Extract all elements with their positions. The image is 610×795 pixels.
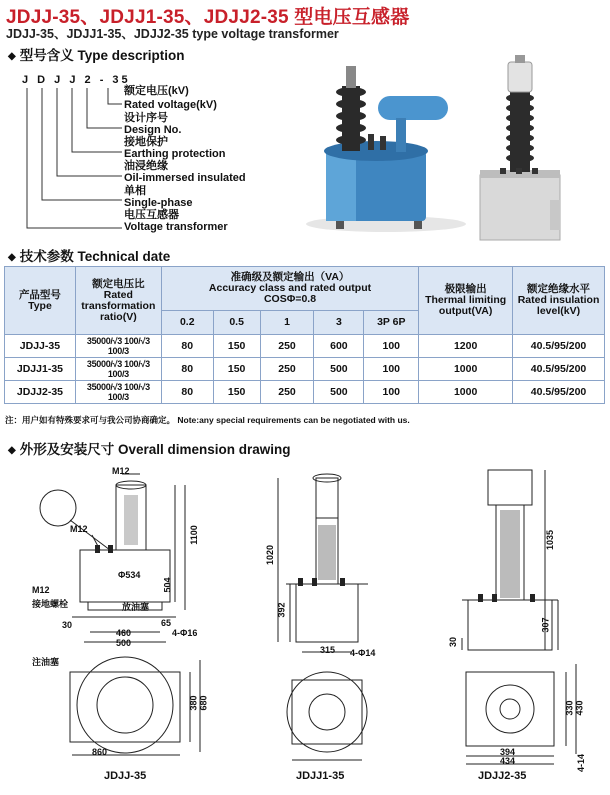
diamond-icon: ◆ — [8, 51, 16, 62]
desc-earthing-cn: 接地保护 — [124, 136, 168, 148]
desc-design-cn: 设计序号 — [124, 112, 168, 124]
page-subtitle: JDJJ-35、JDJJ1-35、JDJJ2-35 type voltage transformer — [6, 27, 339, 41]
desc-vt-cn: 电压互感器 — [124, 209, 179, 221]
cell-value: 80 — [161, 358, 213, 381]
desc-earthing-en: Earthing protection — [124, 148, 226, 160]
cell-thermal: 1000 — [419, 381, 513, 404]
desc-rated-voltage-cn: 额定电压(kV) — [124, 85, 189, 97]
th-class-05: 0.5 — [213, 311, 260, 335]
cell-value: 150 — [213, 335, 260, 358]
diamond-icon: ◆ — [8, 445, 16, 456]
cell-value: 100 — [364, 381, 419, 404]
cell-value: 150 — [213, 358, 260, 381]
dim-hole-3: 4-14 — [576, 753, 587, 773]
cell-value: 100 — [364, 358, 419, 381]
desc-oil-cn: 油浸绝缘 — [124, 160, 168, 172]
cell-value: 250 — [260, 381, 314, 404]
dim-500: 500 — [116, 638, 132, 648]
cell-ratio: 35000/√3 100/√3 100/3 — [75, 381, 161, 404]
th-class-1: 1 — [260, 311, 314, 335]
type-code: J D J J 2 - 35 — [22, 74, 131, 86]
dim-434: 434 — [500, 756, 516, 766]
dim-380: 380 — [188, 695, 199, 711]
label-drain-plug: 放油塞 — [122, 602, 150, 612]
dim-m12b: M12 — [32, 585, 50, 595]
dim-430: 430 — [574, 700, 585, 716]
dim-65: 65 — [161, 618, 172, 628]
page-title: JDJJ-35、JDJJ1-35、JDJJ2-35 型电压互感器 — [6, 7, 410, 28]
th-thermal: 极限输出 Thermal limiting output(VA) — [419, 267, 513, 335]
desc-vt-en: Voltage transformer — [124, 221, 228, 233]
type-desc-heading-text: 型号含义 Type description — [19, 48, 185, 63]
cell-value: 100 — [364, 335, 419, 358]
dim-hole-2: 4-Φ14 — [350, 648, 376, 658]
dim-394: 394 — [500, 747, 516, 757]
th-class-02: 0.2 — [161, 311, 213, 335]
cell-type: JDJJ1-35 — [5, 358, 76, 381]
dim-30b: 30 — [448, 636, 459, 648]
dim-392: 392 — [276, 602, 287, 618]
cell-ratio: 35000/√3 100/√3 100/3 — [75, 358, 161, 381]
dim-m12-top: M12 — [112, 466, 130, 476]
dim-1020: 1020 — [265, 544, 276, 566]
desc-design-en: Design No. — [124, 124, 182, 136]
caption-jdjj1-35: JDJJ1-35 — [296, 770, 345, 782]
desc-rated-voltage-en: Rated voltage(kV) — [124, 99, 217, 111]
cell-thermal: 1000 — [419, 358, 513, 381]
dim-hole-1: 4-Φ16 — [172, 628, 198, 638]
cell-value: 80 — [161, 381, 213, 404]
label-fill-plug: 注油塞 — [32, 657, 60, 667]
label-ground-bolt: 接地螺栓 — [32, 599, 69, 609]
dim-330: 330 — [564, 700, 575, 716]
dim-504: 504 — [162, 577, 173, 593]
diamond-icon: ◆ — [8, 252, 16, 263]
dim-phi534: Φ534 — [118, 570, 141, 580]
th-type: 产品型号 Type — [5, 267, 76, 335]
cell-ratio: 35000/√3 100/√3 100/3 — [75, 335, 161, 358]
dim-460: 460 — [116, 628, 132, 638]
dim-1035: 1035 — [545, 529, 556, 551]
th-class-3p6p: 3P 6P — [364, 311, 419, 335]
cell-value: 600 — [314, 335, 364, 358]
cell-value: 250 — [260, 358, 314, 381]
cell-value: 80 — [161, 335, 213, 358]
cell-insulation: 40.5/95/200 — [513, 381, 605, 404]
dim-315: 315 — [320, 645, 336, 655]
cell-type: JDJJ2-35 — [5, 381, 76, 404]
cell-thermal: 1200 — [419, 335, 513, 358]
cell-insulation: 40.5/95/200 — [513, 335, 605, 358]
th-accuracy: 准确级及额定输出（VA） Accuracy class and rated output COSΦ=0.8 — [161, 267, 418, 311]
dim-30: 30 — [62, 620, 73, 630]
cell-insulation: 40.5/95/200 — [513, 358, 605, 381]
dim-680: 680 — [198, 695, 209, 711]
th-ratio: 额定电压比 Rated transformation ratio(V) — [75, 267, 161, 335]
table-note: 注：用户如有特殊要求可与我公司协商确定。 Note:any special requirements can be negotiated with us. — [5, 415, 410, 425]
th-class-3: 3 — [314, 311, 364, 335]
th-insulation: 额定绝缘水平 Rated insulation level(kV) — [513, 267, 605, 335]
desc-single-en: Single-phase — [124, 197, 193, 209]
drawing-heading-text: 外形及安装尺寸 Overall dimension drawing — [19, 442, 291, 457]
cell-value: 250 — [260, 335, 314, 358]
dim-m12: M12 — [70, 524, 88, 534]
cell-value: 500 — [314, 358, 364, 381]
tech-heading-text: 技术参数 Technical date — [19, 249, 171, 264]
caption-jdjj-35: JDJJ-35 — [104, 770, 147, 782]
cell-type: JDJJ-35 — [5, 335, 76, 358]
cell-value: 150 — [213, 381, 260, 404]
dim-1100: 1100 — [188, 525, 199, 545]
cell-value: 500 — [314, 381, 364, 404]
desc-single-cn: 单相 — [124, 185, 146, 197]
caption-jdjj2-35: JDJJ2-35 — [478, 770, 527, 782]
desc-oil-en: Oil-immersed insulated — [124, 172, 246, 184]
dim-860: 860 — [92, 747, 108, 757]
dim-307: 307 — [540, 617, 551, 633]
